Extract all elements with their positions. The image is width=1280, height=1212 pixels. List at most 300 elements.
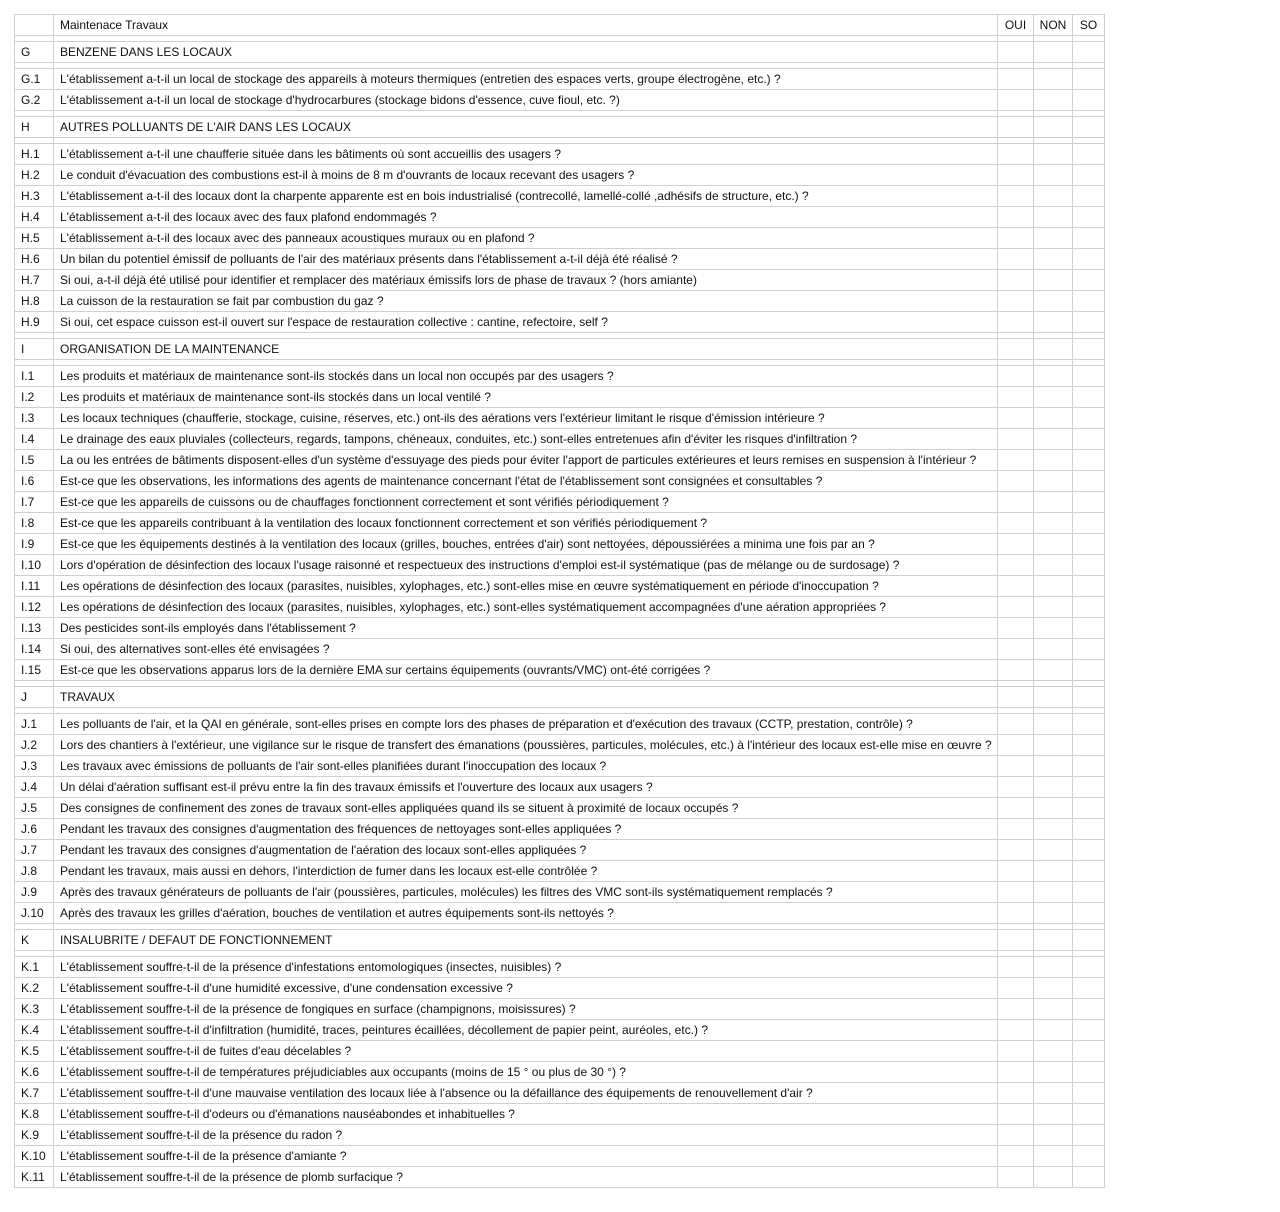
- oui-cell[interactable]: [998, 1020, 1034, 1041]
- oui-cell[interactable]: [998, 471, 1034, 492]
- row-id-cell[interactable]: H.2: [15, 165, 54, 186]
- row-text-cell[interactable]: Est-ce que les observations apparus lors de la dernière EMA sur certains équipements (ouvrants/VMC) ont-été corrigées ?: [54, 660, 998, 681]
- non-cell[interactable]: [1034, 576, 1073, 597]
- question-row: [15, 1020, 1105, 1041]
- oui-cell[interactable]: [998, 756, 1034, 777]
- non-cell[interactable]: [1034, 117, 1073, 138]
- non-cell[interactable]: [1034, 735, 1073, 756]
- so-cell[interactable]: [1073, 735, 1105, 756]
- oui-cell[interactable]: [998, 660, 1034, 681]
- non-cell[interactable]: [1034, 957, 1073, 978]
- row-id-cell[interactable]: H.9: [15, 312, 54, 333]
- non-cell[interactable]: [1034, 1020, 1073, 1041]
- row-id-cell[interactable]: G.1: [15, 69, 54, 90]
- row-id-cell[interactable]: J.5: [15, 798, 54, 819]
- row-text-cell[interactable]: Est-ce que les appareils contribuant à la ventilation des locaux fonctionnent correctement et son vérifiés périodiquement ?: [54, 513, 998, 534]
- oui-cell[interactable]: [998, 249, 1034, 270]
- row-text-cell[interactable]: L'établissement a-t-il des locaux dont la charpente apparente est en bois industrialisé (contrecollé, lamellé-collé ,adhésifs de structure, etc.) ?: [54, 186, 998, 207]
- so-cell[interactable]: [1073, 1083, 1105, 1104]
- question-row: [15, 576, 1105, 597]
- row-id-cell[interactable]: H.8: [15, 291, 54, 312]
- row-text-cell[interactable]: Si oui, des alternatives sont-elles été envisagées ?: [54, 639, 998, 660]
- non-cell[interactable]: [1034, 978, 1073, 999]
- so-cell[interactable]: [1073, 1167, 1105, 1188]
- non-cell[interactable]: [1034, 291, 1073, 312]
- row-text-cell[interactable]: Lors des chantiers à l'extérieur, une vigilance sur le risque de transfert des émanations (poussières, particules, molécules, etc.) à l'intérieur des locaux est-elle mise en œuvre ?: [54, 735, 998, 756]
- header-title[interactable]: Maintenace Travaux: [54, 15, 998, 36]
- oui-cell[interactable]: [998, 978, 1034, 999]
- so-cell[interactable]: [1073, 861, 1105, 882]
- row-id-cell[interactable]: I.1: [15, 366, 54, 387]
- row-text-cell[interactable]: Est-ce que les observations, les informations des agents de maintenance concernant l'état de l'établissement sont consignées et consultables ?: [54, 471, 998, 492]
- question-row: [15, 819, 1105, 840]
- non-cell[interactable]: [1034, 513, 1073, 534]
- non-cell[interactable]: [1034, 492, 1073, 513]
- question-row: [15, 228, 1105, 249]
- oui-cell[interactable]: [998, 165, 1034, 186]
- so-cell[interactable]: [1073, 513, 1105, 534]
- row-id-cell[interactable]: J.7: [15, 840, 54, 861]
- oui-cell[interactable]: [998, 42, 1034, 63]
- row-text-cell[interactable]: L'établissement a-t-il des locaux avec des panneaux acoustiques muraux ou en plafond ?: [54, 228, 998, 249]
- so-cell[interactable]: [1073, 957, 1105, 978]
- non-cell[interactable]: [1034, 249, 1073, 270]
- row-id-cell[interactable]: J.2: [15, 735, 54, 756]
- row-text-cell[interactable]: La ou les entrées de bâtiments disposent-elles d'un système d'essuyage des pieds pour éviter l'apport de particules extérieures et leurs remises en suspension à l'intérieur ?: [54, 450, 998, 471]
- row-id-cell[interactable]: K.6: [15, 1062, 54, 1083]
- row-id-cell[interactable]: I.13: [15, 618, 54, 639]
- question-row: [15, 366, 1105, 387]
- so-cell[interactable]: [1073, 819, 1105, 840]
- header-oui[interactable]: OUI: [998, 15, 1034, 36]
- row-id-cell[interactable]: K.2: [15, 978, 54, 999]
- question-row: [15, 249, 1105, 270]
- row-id-cell[interactable]: I.7: [15, 492, 54, 513]
- row-id-cell[interactable]: I.12: [15, 597, 54, 618]
- non-cell[interactable]: [1034, 1062, 1073, 1083]
- row-id-cell[interactable]: K.4: [15, 1020, 54, 1041]
- non-cell[interactable]: [1034, 42, 1073, 63]
- oui-cell[interactable]: [998, 1125, 1034, 1146]
- row-text-cell[interactable]: Pendant les travaux des consignes d'augmentation des fréquences de nettoyages sont-elles appliquées ?: [54, 819, 998, 840]
- question-row: [15, 492, 1105, 513]
- oui-cell[interactable]: [998, 228, 1034, 249]
- non-cell[interactable]: [1034, 756, 1073, 777]
- oui-cell[interactable]: [998, 819, 1034, 840]
- header-id-cell[interactable]: [15, 15, 54, 36]
- non-cell[interactable]: [1034, 534, 1073, 555]
- row-id-cell[interactable]: I.8: [15, 513, 54, 534]
- oui-cell[interactable]: [998, 999, 1034, 1020]
- non-cell[interactable]: [1034, 471, 1073, 492]
- oui-cell[interactable]: [998, 534, 1034, 555]
- oui-cell[interactable]: [998, 639, 1034, 660]
- non-cell[interactable]: [1034, 408, 1073, 429]
- row-id-cell[interactable]: I.6: [15, 471, 54, 492]
- row-id-cell[interactable]: I.15: [15, 660, 54, 681]
- row-id-cell[interactable]: J.6: [15, 819, 54, 840]
- so-cell[interactable]: [1073, 1146, 1105, 1167]
- row-text-cell[interactable]: L'établissement souffre-t-il d'infiltration (humidité, traces, peintures écaillées, décollement de papier peint, auréoles, etc.) ?: [54, 1020, 998, 1041]
- oui-cell[interactable]: [998, 513, 1034, 534]
- so-cell[interactable]: [1073, 366, 1105, 387]
- oui-cell[interactable]: [998, 882, 1034, 903]
- row-text-cell[interactable]: Un bilan du potentiel émissif de polluants de l'air des matériaux présents dans l'établissement a-t-il déjà été réalisé ?: [54, 249, 998, 270]
- so-cell[interactable]: [1073, 1062, 1105, 1083]
- row-text-cell[interactable]: L'établissement souffre-t-il de températures préjudiciables aux occupants (moins de 15 ° ou plus de 30 °) ?: [54, 1062, 998, 1083]
- oui-cell[interactable]: [998, 903, 1034, 924]
- question-row: [15, 1125, 1105, 1146]
- so-cell[interactable]: [1073, 639, 1105, 660]
- so-cell[interactable]: [1073, 777, 1105, 798]
- so-cell[interactable]: [1073, 339, 1105, 360]
- header-so[interactable]: SO: [1073, 15, 1105, 36]
- question-row: [15, 69, 1105, 90]
- oui-cell[interactable]: [998, 312, 1034, 333]
- row-text-cell[interactable]: Un délai d'aération suffisant est-il prévu entre la fin des travaux émissifs et l'ouverture des locaux aux usagers ?: [54, 777, 998, 798]
- non-cell[interactable]: [1034, 366, 1073, 387]
- so-cell[interactable]: [1073, 756, 1105, 777]
- so-cell[interactable]: [1073, 117, 1105, 138]
- row-text-cell[interactable]: L'établissement souffre-t-il d'une humidité excessive, d'une condensation excessive ?: [54, 978, 998, 999]
- row-text-cell[interactable]: Après des travaux les grilles d'aération, bouches de ventilation et autres équipements sont-ils nettoyés ?: [54, 903, 998, 924]
- non-cell[interactable]: [1034, 228, 1073, 249]
- row-text-cell[interactable]: L'établissement a-t-il une chaufferie située dans les bâtiments où sont accueillis des usagers ?: [54, 144, 998, 165]
- oui-cell[interactable]: [998, 1062, 1034, 1083]
- row-id-cell[interactable]: H.5: [15, 228, 54, 249]
- row-id-cell[interactable]: I.2: [15, 387, 54, 408]
- so-cell[interactable]: [1073, 429, 1105, 450]
- row-id-cell[interactable]: J.8: [15, 861, 54, 882]
- row-id-cell[interactable]: K.5: [15, 1041, 54, 1062]
- oui-cell[interactable]: [998, 408, 1034, 429]
- question-row: [15, 90, 1105, 111]
- oui-cell[interactable]: [998, 777, 1034, 798]
- row-text-cell[interactable]: L'établissement souffre-t-il d'une mauvaise ventilation des locaux liée à l'absence ou la défaillance des équipements de renouvellement d'air ?: [54, 1083, 998, 1104]
- so-cell[interactable]: [1073, 798, 1105, 819]
- row-id-cell[interactable]: K.11: [15, 1167, 54, 1188]
- row-text-cell[interactable]: La cuisson de la restauration se fait par combustion du gaz ?: [54, 291, 998, 312]
- row-id-cell[interactable]: G.2: [15, 90, 54, 111]
- so-cell[interactable]: [1073, 687, 1105, 708]
- question-row: [15, 756, 1105, 777]
- so-cell[interactable]: [1073, 186, 1105, 207]
- so-cell[interactable]: [1073, 165, 1105, 186]
- row-text-cell[interactable]: Pendant les travaux des consignes d'augmentation de l'aération des locaux sont-elles appliquées ?: [54, 840, 998, 861]
- oui-cell[interactable]: [998, 270, 1034, 291]
- so-cell[interactable]: [1073, 618, 1105, 639]
- so-cell[interactable]: [1073, 387, 1105, 408]
- non-cell[interactable]: [1034, 1167, 1073, 1188]
- row-id-cell[interactable]: I.14: [15, 639, 54, 660]
- so-cell[interactable]: [1073, 270, 1105, 291]
- oui-cell[interactable]: [998, 366, 1034, 387]
- question-row: [15, 735, 1105, 756]
- row-id-cell[interactable]: K.1: [15, 957, 54, 978]
- question-row: [15, 861, 1105, 882]
- oui-cell[interactable]: [998, 207, 1034, 228]
- non-cell[interactable]: [1034, 639, 1073, 660]
- non-cell[interactable]: [1034, 144, 1073, 165]
- row-text-cell[interactable]: TRAVAUX: [54, 687, 998, 708]
- so-cell[interactable]: [1073, 660, 1105, 681]
- row-id-cell[interactable]: K.7: [15, 1083, 54, 1104]
- row-text-cell[interactable]: L'établissement souffre-t-il d'odeurs ou d'émanations nauséabondes et inhabituelles ?: [54, 1104, 998, 1125]
- non-cell[interactable]: [1034, 69, 1073, 90]
- row-text-cell[interactable]: Est-ce que les équipements destinés à la ventilation des locaux (grilles, bouches, entrées d'air) sont nettoyées, dépoussiérées a minima une fois par an ?: [54, 534, 998, 555]
- question-row: [15, 291, 1105, 312]
- oui-cell[interactable]: [998, 429, 1034, 450]
- non-cell[interactable]: [1034, 165, 1073, 186]
- row-id-cell[interactable]: J.4: [15, 777, 54, 798]
- row-text-cell[interactable]: Les produits et matériaux de maintenance sont-ils stockés dans un local non occupés par des usagers ?: [54, 366, 998, 387]
- so-cell[interactable]: [1073, 930, 1105, 951]
- so-cell[interactable]: [1073, 978, 1105, 999]
- row-text-cell[interactable]: L'établissement souffre-t-il de la présence de plomb surfacique ?: [54, 1167, 998, 1188]
- row-text-cell[interactable]: Les travaux avec émissions de polluants de l'air sont-elles planifiées durant l'inoccupation des locaux ?: [54, 756, 998, 777]
- question-row: [15, 1083, 1105, 1104]
- row-text-cell[interactable]: Le conduit d'évacuation des combustions est-il à moins de 8 m d'ouvrants de locaux recevant des usagers ?: [54, 165, 998, 186]
- question-row: [15, 840, 1105, 861]
- row-text-cell[interactable]: Pendant les travaux, mais aussi en dehors, l'interdiction de fumer dans les locaux est-elle contrôlée ?: [54, 861, 998, 882]
- question-row: [15, 312, 1105, 333]
- so-cell[interactable]: [1073, 90, 1105, 111]
- row-text-cell[interactable]: L'établissement souffre-t-il de fuites d'eau décelables ?: [54, 1041, 998, 1062]
- checklist-table: [14, 14, 1105, 1188]
- row-text-cell[interactable]: Les opérations de désinfection des locaux (parasites, nuisibles, xylophages, etc.) sont-elles mise en œuvre systématiquement en période d'inoccupation ?: [54, 576, 998, 597]
- question-row: [15, 1062, 1105, 1083]
- row-text-cell[interactable]: Les polluants de l'air, et la QAI en générale, sont-elles prises en compte lors des phases de préparation et d'exécution des travaux (CCTP, prestation, contrôle) ?: [54, 714, 998, 735]
- row-text-cell[interactable]: L'établissement souffre-t-il de la présence de fongiques en surface (champignons, moisissures) ?: [54, 999, 998, 1020]
- non-cell[interactable]: [1034, 1041, 1073, 1062]
- non-cell[interactable]: [1034, 1104, 1073, 1125]
- oui-cell[interactable]: [998, 714, 1034, 735]
- oui-cell[interactable]: [998, 186, 1034, 207]
- row-text-cell[interactable]: L'établissement souffre-t-il de la présence du radon ?: [54, 1125, 998, 1146]
- row-text-cell[interactable]: L'établissement a-t-il des locaux avec des faux plafond endommagés ?: [54, 207, 998, 228]
- non-cell[interactable]: [1034, 270, 1073, 291]
- oui-cell[interactable]: [998, 69, 1034, 90]
- oui-cell[interactable]: [998, 735, 1034, 756]
- row-id-cell[interactable]: I.4: [15, 429, 54, 450]
- row-text-cell[interactable]: INSALUBRITE / DEFAUT DE FONCTIONNEMENT: [54, 930, 998, 951]
- row-id-cell[interactable]: J.9: [15, 882, 54, 903]
- non-cell[interactable]: [1034, 798, 1073, 819]
- row-id-cell[interactable]: H.6: [15, 249, 54, 270]
- row-id-cell[interactable]: K.3: [15, 999, 54, 1020]
- so-cell[interactable]: [1073, 312, 1105, 333]
- so-cell[interactable]: [1073, 840, 1105, 861]
- question-row: [15, 186, 1105, 207]
- non-cell[interactable]: [1034, 903, 1073, 924]
- non-cell[interactable]: [1034, 861, 1073, 882]
- oui-cell[interactable]: [998, 117, 1034, 138]
- oui-cell[interactable]: [998, 597, 1034, 618]
- row-text-cell[interactable]: Lors d'opération de désinfection des locaux l'usage raisonné et respectueux des instructions d'emploi est-il systématique (pas de mélange ou de surdosage) ?: [54, 555, 998, 576]
- row-text-cell[interactable]: L'établissement souffre-t-il de la présence d'amiante ?: [54, 1146, 998, 1167]
- row-id-cell[interactable]: J.3: [15, 756, 54, 777]
- non-cell[interactable]: [1034, 312, 1073, 333]
- oui-cell[interactable]: [998, 144, 1034, 165]
- oui-cell[interactable]: [998, 492, 1034, 513]
- question-row: [15, 555, 1105, 576]
- non-cell[interactable]: [1034, 1125, 1073, 1146]
- oui-cell[interactable]: [998, 957, 1034, 978]
- non-cell[interactable]: [1034, 618, 1073, 639]
- row-id-cell[interactable]: K.9: [15, 1125, 54, 1146]
- row-id-cell[interactable]: H.4: [15, 207, 54, 228]
- row-id-cell[interactable]: J: [15, 687, 54, 708]
- oui-cell[interactable]: [998, 930, 1034, 951]
- header-non[interactable]: NON: [1034, 15, 1073, 36]
- row-id-cell[interactable]: K.8: [15, 1104, 54, 1125]
- so-cell[interactable]: [1073, 291, 1105, 312]
- so-cell[interactable]: [1073, 207, 1105, 228]
- header-row: [15, 15, 1105, 36]
- oui-cell[interactable]: [998, 555, 1034, 576]
- non-cell[interactable]: [1034, 1083, 1073, 1104]
- row-text-cell[interactable]: Si oui, a-t-il déjà été utilisé pour identifier et remplacer des matériaux émissifs lors de phase de travaux ? (hors amiante): [54, 270, 998, 291]
- row-text-cell[interactable]: Les opérations de désinfection des locaux (parasites, nuisibles, xylophages, etc.) sont-elles systématiquement accompagnées d'une aération appropriées ?: [54, 597, 998, 618]
- so-cell[interactable]: [1073, 714, 1105, 735]
- so-cell[interactable]: [1073, 555, 1105, 576]
- non-cell[interactable]: [1034, 90, 1073, 111]
- row-text-cell[interactable]: L'établissement a-t-il un local de stockage d'hydrocarbures (stockage bidons d'essence, cuve fioul, etc. ?): [54, 90, 998, 111]
- question-row: [15, 618, 1105, 639]
- row-id-cell[interactable]: K.10: [15, 1146, 54, 1167]
- oui-cell[interactable]: [998, 1146, 1034, 1167]
- oui-cell[interactable]: [998, 576, 1034, 597]
- non-cell[interactable]: [1034, 930, 1073, 951]
- oui-cell[interactable]: [998, 339, 1034, 360]
- so-cell[interactable]: [1073, 42, 1105, 63]
- oui-cell[interactable]: [998, 861, 1034, 882]
- row-id-cell[interactable]: J.1: [15, 714, 54, 735]
- oui-cell[interactable]: [998, 1041, 1034, 1062]
- row-text-cell[interactable]: Des pesticides sont-ils employés dans l'établissement ?: [54, 618, 998, 639]
- so-cell[interactable]: [1073, 534, 1105, 555]
- non-cell[interactable]: [1034, 450, 1073, 471]
- so-cell[interactable]: [1073, 882, 1105, 903]
- so-cell[interactable]: [1073, 1104, 1105, 1125]
- row-text-cell[interactable]: Les locaux techniques (chaufferie, stockage, cuisine, réserves, etc.) ont-ils des aérations vers l'extérieur limitant le risque d'émission intérieure ?: [54, 408, 998, 429]
- non-cell[interactable]: [1034, 660, 1073, 681]
- oui-cell[interactable]: [998, 291, 1034, 312]
- so-cell[interactable]: [1073, 69, 1105, 90]
- section-row: [15, 42, 1105, 63]
- non-cell[interactable]: [1034, 186, 1073, 207]
- row-id-cell[interactable]: K: [15, 930, 54, 951]
- question-row: [15, 903, 1105, 924]
- row-id-cell[interactable]: H.7: [15, 270, 54, 291]
- question-row: [15, 144, 1105, 165]
- oui-cell[interactable]: [998, 618, 1034, 639]
- row-id-cell[interactable]: G: [15, 42, 54, 63]
- oui-cell[interactable]: [998, 1104, 1034, 1125]
- row-text-cell[interactable]: Après des travaux générateurs de polluants de l'air (poussières, particules, molécules) les filtres des VMC sont-ils systématiquement remplacés ?: [54, 882, 998, 903]
- so-cell[interactable]: [1073, 999, 1105, 1020]
- question-row: [15, 429, 1105, 450]
- row-id-cell[interactable]: I.3: [15, 408, 54, 429]
- row-text-cell[interactable]: Des consignes de confinement des zones de travaux sont-elles appliquées quand ils se situent à proximité de locaux occupés ?: [54, 798, 998, 819]
- row-text-cell[interactable]: AUTRES POLLUANTS DE L'AIR DANS LES LOCAUX: [54, 117, 998, 138]
- non-cell[interactable]: [1034, 714, 1073, 735]
- question-row: [15, 1167, 1105, 1188]
- row-text-cell[interactable]: L'établissement souffre-t-il de la présence d'infestations entomologiques (insectes, nuisibles) ?: [54, 957, 998, 978]
- row-id-cell[interactable]: I.10: [15, 555, 54, 576]
- row-text-cell[interactable]: Le drainage des eaux pluviales (collecteurs, regards, tampons, chéneaux, conduites, etc.) sont-elles entretenues afin d'éviter les risques d'infiltration ?: [54, 429, 998, 450]
- oui-cell[interactable]: [998, 1083, 1034, 1104]
- oui-cell[interactable]: [998, 90, 1034, 111]
- question-row: [15, 207, 1105, 228]
- so-cell[interactable]: [1073, 1041, 1105, 1062]
- non-cell[interactable]: [1034, 840, 1073, 861]
- non-cell[interactable]: [1034, 207, 1073, 228]
- so-cell[interactable]: [1073, 471, 1105, 492]
- row-id-cell[interactable]: J.10: [15, 903, 54, 924]
- oui-cell[interactable]: [998, 1167, 1034, 1188]
- row-text-cell[interactable]: L'établissement a-t-il un local de stockage des appareils à moteurs thermiques (entretien des espaces verts, groupe électrogène, etc.) ?: [54, 69, 998, 90]
- oui-cell[interactable]: [998, 687, 1034, 708]
- so-cell[interactable]: [1073, 408, 1105, 429]
- non-cell[interactable]: [1034, 1146, 1073, 1167]
- question-row: [15, 777, 1105, 798]
- non-cell[interactable]: [1034, 339, 1073, 360]
- so-cell[interactable]: [1073, 1125, 1105, 1146]
- question-row: [15, 450, 1105, 471]
- non-cell[interactable]: [1034, 777, 1073, 798]
- row-text-cell[interactable]: ORGANISATION DE LA MAINTENANCE: [54, 339, 998, 360]
- oui-cell[interactable]: [998, 450, 1034, 471]
- so-cell[interactable]: [1073, 249, 1105, 270]
- so-cell[interactable]: [1073, 144, 1105, 165]
- row-id-cell[interactable]: H: [15, 117, 54, 138]
- non-cell[interactable]: [1034, 555, 1073, 576]
- so-cell[interactable]: [1073, 228, 1105, 249]
- non-cell[interactable]: [1034, 597, 1073, 618]
- non-cell[interactable]: [1034, 687, 1073, 708]
- so-cell[interactable]: [1073, 450, 1105, 471]
- oui-cell[interactable]: [998, 387, 1034, 408]
- row-text-cell[interactable]: Si oui, cet espace cuisson est-il ouvert sur l'espace de restauration collective : cantine, refectoire, self ?: [54, 312, 998, 333]
- so-cell[interactable]: [1073, 1020, 1105, 1041]
- question-row: [15, 714, 1105, 735]
- question-row: [15, 639, 1105, 660]
- so-cell[interactable]: [1073, 492, 1105, 513]
- row-id-cell[interactable]: H.3: [15, 186, 54, 207]
- question-row: [15, 957, 1105, 978]
- row-id-cell[interactable]: I.9: [15, 534, 54, 555]
- oui-cell[interactable]: [998, 840, 1034, 861]
- non-cell[interactable]: [1034, 999, 1073, 1020]
- row-id-cell[interactable]: I.5: [15, 450, 54, 471]
- row-text-cell[interactable]: Est-ce que les appareils de cuissons ou de chauffages fonctionnent correctement et sont vérifiés périodiquement ?: [54, 492, 998, 513]
- oui-cell[interactable]: [998, 798, 1034, 819]
- so-cell[interactable]: [1073, 597, 1105, 618]
- non-cell[interactable]: [1034, 882, 1073, 903]
- question-row: [15, 534, 1105, 555]
- non-cell[interactable]: [1034, 819, 1073, 840]
- row-id-cell[interactable]: I: [15, 339, 54, 360]
- so-cell[interactable]: [1073, 576, 1105, 597]
- row-text-cell[interactable]: BENZENE DANS LES LOCAUX: [54, 42, 998, 63]
- non-cell[interactable]: [1034, 387, 1073, 408]
- row-text-cell[interactable]: Les produits et matériaux de maintenance sont-ils stockés dans un local ventilé ?: [54, 387, 998, 408]
- non-cell[interactable]: [1034, 429, 1073, 450]
- row-id-cell[interactable]: I.11: [15, 576, 54, 597]
- so-cell[interactable]: [1073, 903, 1105, 924]
- row-id-cell[interactable]: H.1: [15, 144, 54, 165]
